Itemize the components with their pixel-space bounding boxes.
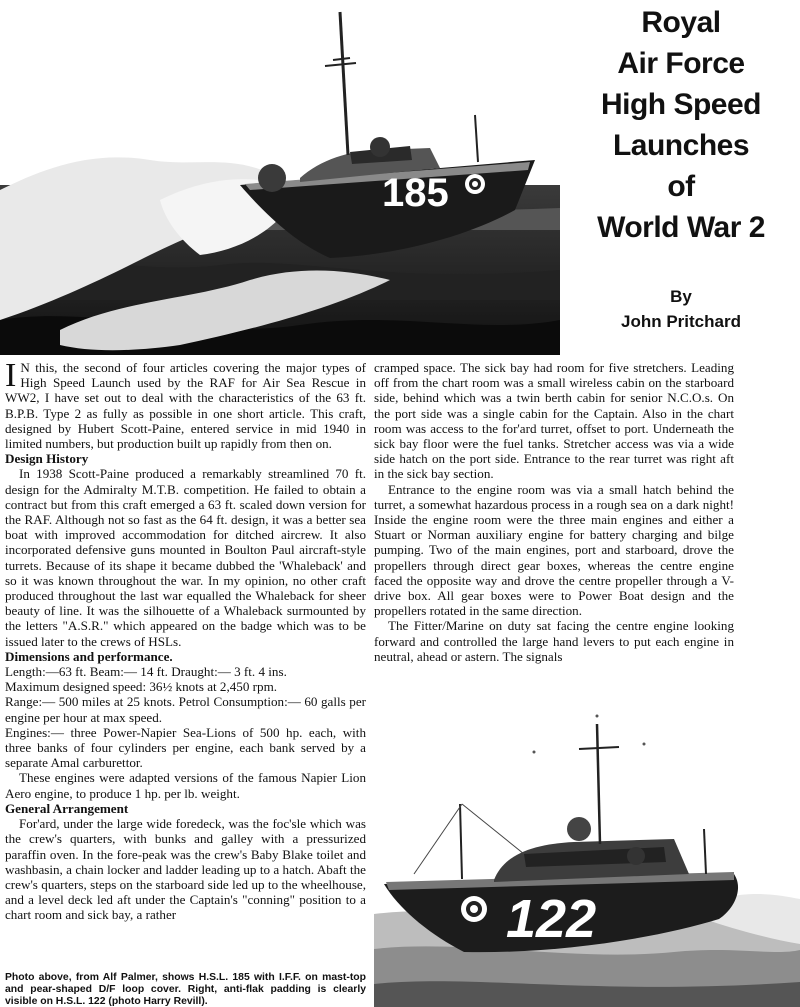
article-column-right <box>374 360 734 664</box>
byline-by: By <box>670 287 692 306</box>
dimensions-line-3: Range:— 500 miles at 25 knots. Petrol Consumption:— 60 galls per engine per hour at max speed. <box>5 694 366 725</box>
intro-paragraph <box>5 357 366 452</box>
top-photo-hsl-185 <box>0 0 560 355</box>
photo-caption: Photo above, from Alf Palmer, shows H.S.L. 185 with I.F.F. on mast-top and pear-shaped D/F loop cover. Right, anti-flak padding is clearly visible on H.S.L. 122 (photo Harry Revill). <box>5 972 366 1007</box>
dimensions-line-4: Engines:— three Power-Napier Sea-Lions of 500 hp. each, with three banks of four cylinders per engine, each bank served by a separate Amal carburettor. <box>5 724 366 771</box>
hull-number-185: 185 <box>382 171 449 215</box>
paragraph-design-history: In 1938 Scott-Paine produced a remarkably streamlined 70 ft. design for the Admiralty M.T.B. competition. He failed to obtain a contract but from this craft emerged a 63 ft. scaled down version for the RAF. Although not so fast as the 64 ft. design, it was a better sea boat with improved accommodation for ditched aircrew. It also incorporated defensive guns mounted in Boulton Paul aircraft-style turrets. Because of its shape it became dubbed the 'Whaleback' and so it was known throughout the war. In my opinion, no other craft produced throughout the last war equalled the Whaleback for sheer beauty of line. It was the silhouette of a Whaleback surmounted by the letters "A.S.R." which appeared on the badge which was to be issued later to the crews of HSLs. <box>5 466 366 649</box>
title-line-3: High Speed <box>600 88 761 121</box>
hull-number-122: 122 <box>506 889 597 949</box>
title-line-4: Launches <box>612 129 750 162</box>
article-column-left <box>5 357 366 923</box>
byline <box>562 284 800 334</box>
paragraph-engine-room: Entrance to the engine room was via a small hatch behind the turret, a somewhat hazardous process in a rough sea on a dark night! Inside the engine room were the three main engines and either a Stuart or Norman auxiliary engine for battery charging and bilge pumping. Two of the main engines, port and starboard, drove the propellers through direct gear boxes, whereas the centre engine faced the opposite way and drove the centre propeller through a V-drive box. All gear boxes were to Power Boat design and the propellers rotated in the same direction. <box>374 481 734 619</box>
byline-author: John Pritchard <box>621 312 741 331</box>
launch-185-illustration <box>0 0 560 355</box>
paragraph-cramped-space: cramped space. The sick bay had room for five stretchers. Leading off from the chart room was a small wireless cabin on the starboard side, behind which was a twin berth cabin for senior N.C.O.s. On the port side was a single cabin for the Captain. Also in the chart room was access to the for'ard turret, offset to port. Underneath the sick bay floor were the fuel tanks. Stretcher access was via a wide side hatch on the port side. Entrance to the rear turret was right aft in the sick bay section. <box>374 360 734 482</box>
paragraph-engines: These engines were adapted versions of the famous Napier Lion Aero engine, to produce 1 hp. per lb. weight. <box>5 770 366 801</box>
intro-text: N this, the second of four articles covering the major types of High Speed Launch used by the RAF for Air Sea Rescue in WW2, I have set out to deal with the characteristics of the 63 ft. B.P.B. Type 2 as fully as possible in one short article. This craft, designed by Hubert Scott-Paine, entered service in mid 1940 in limited numbers, but production built up rapidly from then on. <box>5 360 366 452</box>
drop-cap: I <box>5 357 17 394</box>
heading-dimensions: Dimensions and performance. <box>5 648 173 664</box>
bottom-photo-hsl-122 <box>374 704 800 1007</box>
title-line-2: Air Force <box>617 47 745 80</box>
paragraph-general-arrangement: For'ard, under the large wide foredeck, was the foc'sle which was the crew's quarters, with bunks and galley with a pressurized paraffin oven. In the fore-peak was the crew's Baby Blake toilet and washbasin, a chain locker and ladder leading up to a hatch. Abaft the crew's quarters, steps on the starboard side led up to the wheelhouse, and a level deck led aft under the Captain's "conning" position to a chart room and sick bay, a rather <box>5 816 366 923</box>
title-line-6: World War 2 <box>597 211 765 244</box>
title-line-1: Royal <box>641 6 721 39</box>
article-title <box>562 2 800 248</box>
paragraph-fitter-marine: The Fitter/Marine on duty sat facing the centre engine looking forward and controlled the large hand levers to put each engine in neutral, ahead or astern. The signals <box>374 618 734 664</box>
heading-general-arrangement: General Arrangement <box>5 800 129 816</box>
title-line-5: of <box>667 170 695 203</box>
dimensions-line-2: Maximum designed speed: 36½ knots at 2,450 rpm. <box>5 679 278 695</box>
launch-122-illustration <box>374 704 800 1007</box>
dimensions-line-1: Length:—63 ft. Beam:— 14 ft. Draught:— 3 ft. 4 ins. <box>5 664 287 680</box>
heading-design-history: Design History <box>5 451 89 467</box>
